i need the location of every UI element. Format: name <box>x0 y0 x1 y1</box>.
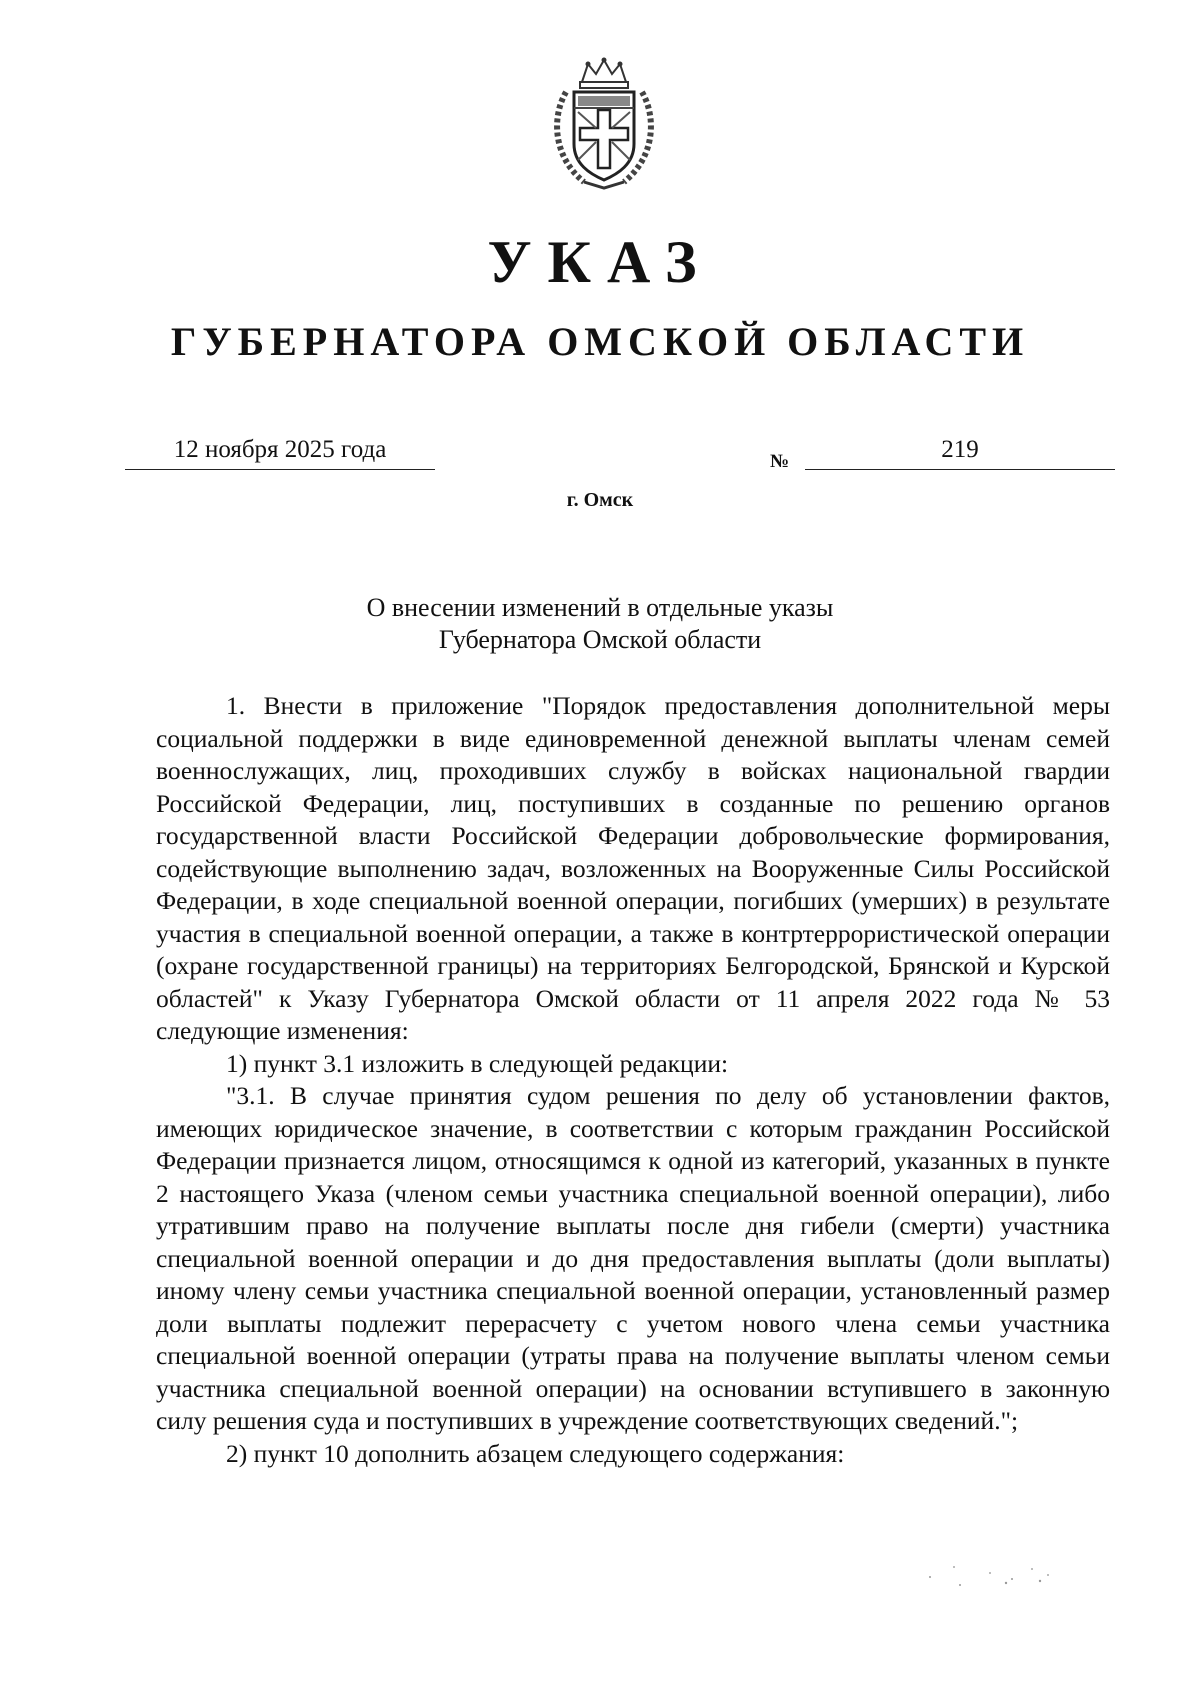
decree-body <box>156 690 1110 1470</box>
heading-line-2: Губернатора Омской области <box>438 625 762 654</box>
scan-artifact <box>920 1555 1070 1595</box>
decree-number: 219 <box>941 436 979 463</box>
heading-line-1: О внесении изменений в отдельные указы <box>366 593 834 622</box>
number-underline <box>805 469 1115 470</box>
body-paragraph: 2) пункт 10 дополнить абзацем следующего содержания: <box>226 1438 845 1468</box>
document-title: УКАЗ <box>487 229 713 295</box>
number-sign: № <box>770 451 790 472</box>
decree-city: г. Омск <box>566 489 634 511</box>
body-paragraph: 1) пункт 3.1 изложить в следующей редакции: <box>226 1048 729 1078</box>
body-paragraph: 1. Внести в приложение "Порядок предоставления дополнительной меры социальной поддержки в виде единовременной денежной выплаты членам семей военнослужащих, лиц, проходивших службу в войсках национальной гвардии Российской Федерации, лиц, поступивших в созданные по решению органов государственной власти Российской Федерации добровольческие формирования, содействующие выполнению задач, возложенных на Вооруженные Силы Российской Федерации, в ходе специальной военной операции, погибших (умерших) в результате участия в специальной военной операции, а также в контртеррористической операции (охране государственной границы) на территориях Белгородской, Брянской и Курской областей" к Указу Губернатора Омской области от 11 апреля 2022 года № 53 следующие изменения: <box>156 691 1110 1045</box>
coat-of-arms-icon <box>548 56 660 192</box>
date-underline <box>125 469 435 470</box>
body-paragraph: "3.1. В случае принятия судом решения по делу об установлении фактов, имеющих юридическое значение, в соответствии с которым гражданин Российской Федерации признается лицом, относящимся к одной из категорий, указанных в пункте 2 настоящего Указа (членом семьи участника специальной военной операции), либо утратившим право на получение выплаты после дня гибели (смерти) участника специальной военной операции и до дня предоставления выплаты (доли выплаты) иному члену семьи участника специальной военной операции, установленный размер доли выплаты подлежит перерасчету с учетом нового члена семьи участника специальной военной операции (утраты права на получение выплаты членом семьи участника специальной военной операции) на основании вступившего в законную силу решения суда и поступивших в учреждение соответствующих сведений."; <box>156 1081 1110 1435</box>
decree-date: 12 ноября 2025 года <box>173 436 387 463</box>
decree-heading <box>0 592 1200 656</box>
document-issuer: ГУБЕРНАТОРА ОМСКОЙ ОБЛАСТИ <box>170 319 1030 364</box>
